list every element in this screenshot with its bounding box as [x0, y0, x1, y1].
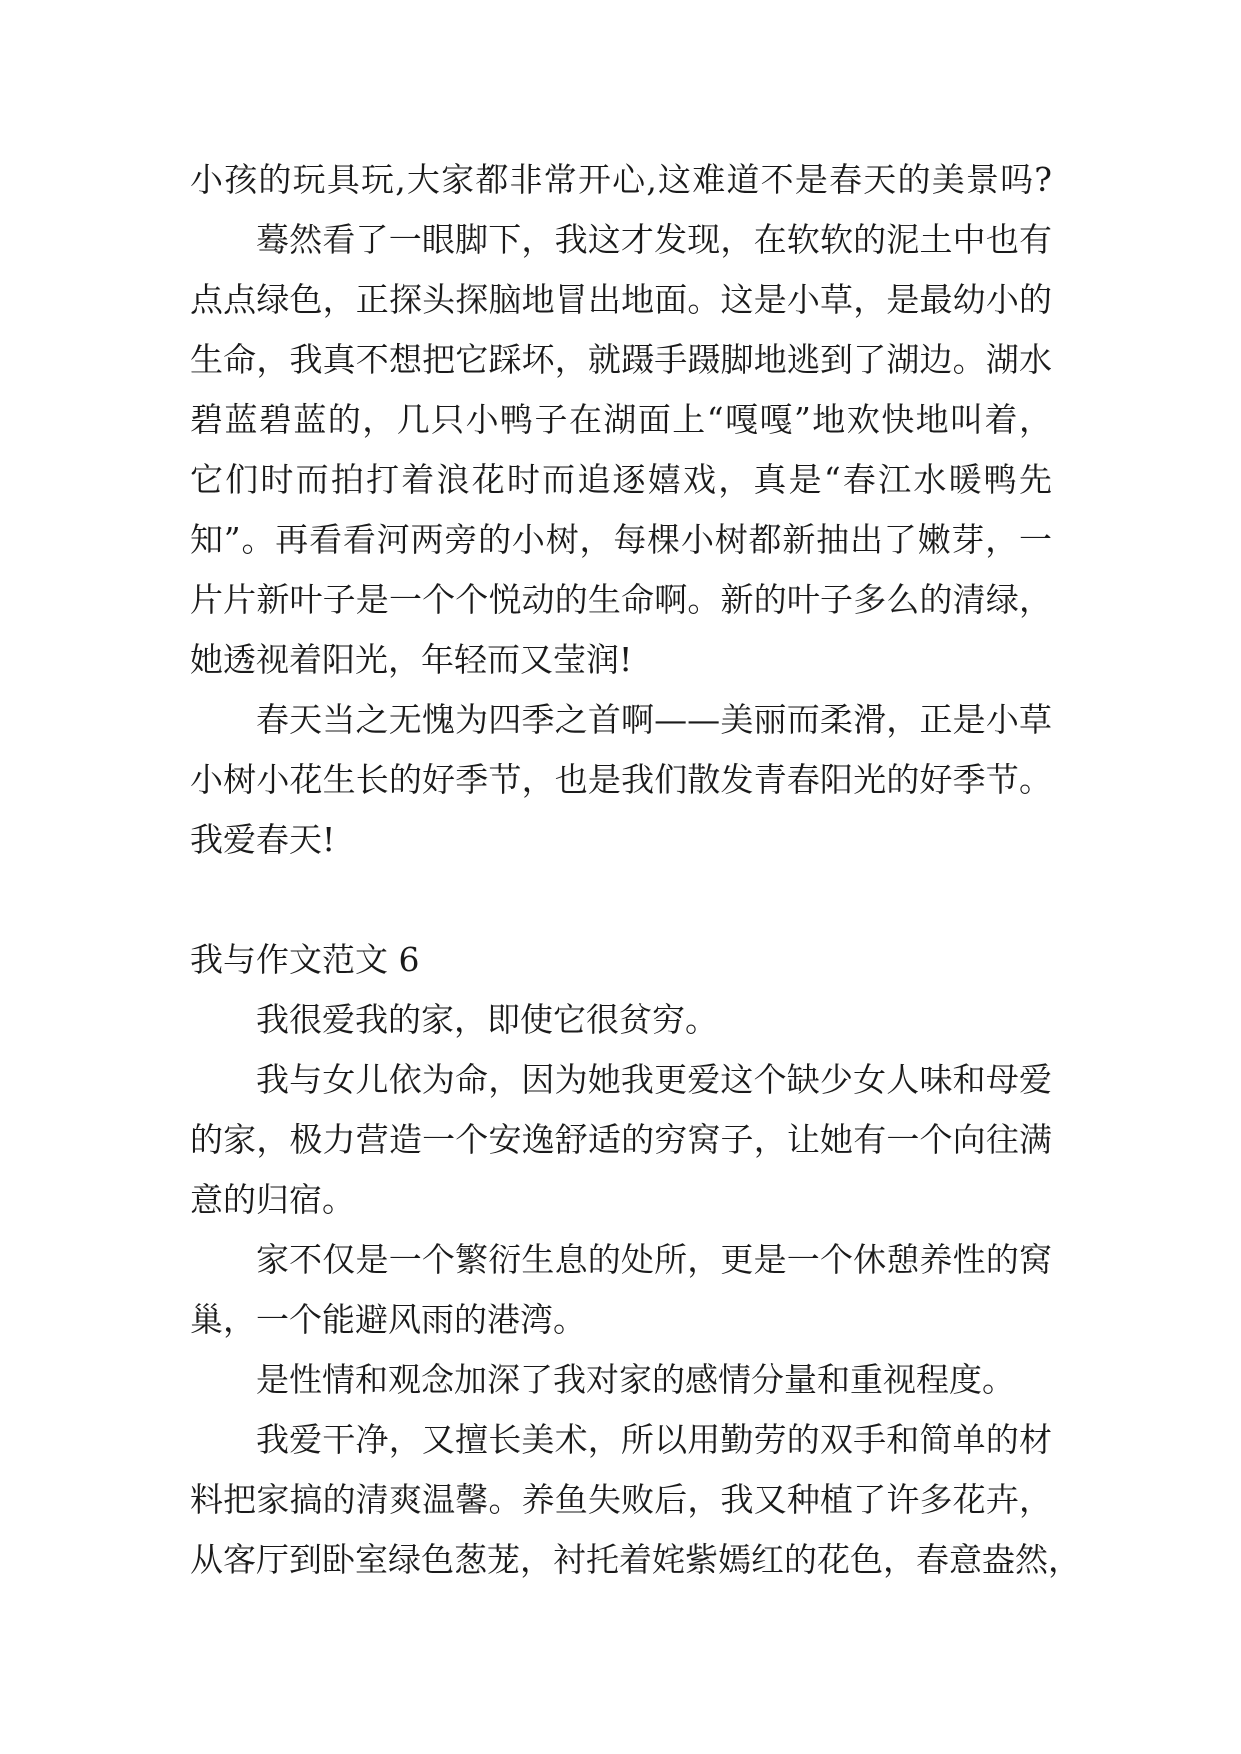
text-line: 知”。再看看河两旁的小树，每棵小树都新抽出了嫩芽，一 — [190, 520, 1052, 559]
text-line: 蓦然看了一眼脚下，我这才发现，在软软的泥土中也有 — [256, 220, 1052, 259]
text-line: 我爱干净，又擅长美术，所以用勤劳的双手和简单的材 — [256, 1420, 1052, 1459]
text-line: 的家，极力营造一个安逸舒适的穷窝子，让她有一个向往满 — [190, 1120, 1052, 1159]
text-line: 小树小花生长的好季节，也是我们散发青春阳光的好季节。 — [190, 760, 1052, 799]
text-line: 它们时而拍打着浪花时而追逐嬉戏，真是“春江水暖鸭先 — [190, 460, 1052, 499]
text-line: 春天当之无愧为四季之首啊——美丽而柔滑，正是小草 — [256, 700, 1052, 739]
text-line: 我爱春天! — [190, 820, 336, 859]
text-line: 她透视着阳光，年轻而又莹润! — [190, 640, 633, 679]
text-line: 小孩的玩具玩,大家都非常开心,这难道不是春天的美景吗? — [190, 160, 1052, 199]
text-line: 片片新叶子是一个个悦动的生命啊。新的叶子多么的清绿， — [190, 580, 1052, 619]
section-heading: 我与作文范文 6 — [190, 940, 420, 979]
text-line: 从客厅到卧室绿色葱茏，衬托着姹紫嫣红的花色，春意盎然， — [190, 1540, 1081, 1579]
text-line: 是性情和观念加深了我对家的感情分量和重视程度。 — [256, 1360, 1015, 1399]
text-line: 点点绿色，正探头探脑地冒出地面。这是小草，是最幼小的 — [190, 280, 1052, 319]
text-line: 料把家搞的清爽温馨。养鱼失败后，我又种植了许多花卉， — [190, 1480, 1052, 1519]
text-line: 意的归宿。 — [190, 1180, 355, 1219]
text-line: 碧蓝碧蓝的，几只小鸭子在湖面上“嘎嘎”地欢快地叫着， — [190, 400, 1052, 439]
text-line: 生命，我真不想把它踩坏，就蹑手蹑脚地逃到了湖边。湖水 — [190, 340, 1052, 379]
text-line: 家不仅是一个繁衍生息的处所，更是一个休憩养性的窝 — [256, 1240, 1052, 1279]
text-line: 我很爱我的家，即使它很贫穷。 — [256, 1000, 718, 1039]
text-line: 巢，一个能避风雨的港湾。 — [190, 1300, 586, 1339]
text-line: 我与女儿依为命，因为她我更爱这个缺少女人味和母爱 — [256, 1060, 1052, 1099]
